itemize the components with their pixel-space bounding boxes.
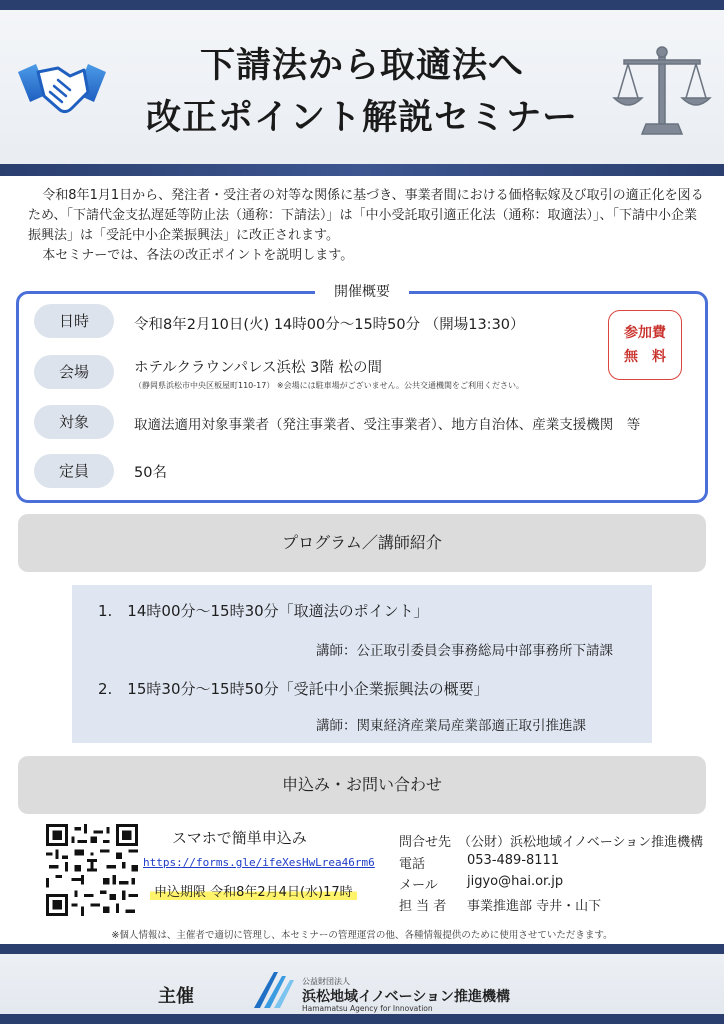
smartphone-apply-title: スマホで簡単申込み (172, 829, 307, 847)
privacy-notice: ※個人情報は、主催者で適切に管理し、本セミナーの管理運営の他、各種情報提供のために使用させていただきます。 (111, 930, 613, 941)
inquiry-label: 問合せ先 (399, 835, 452, 850)
organization-name-en: Hamamatsu Agency for Innovation (302, 1004, 433, 1013)
fee-label: 参加費 (624, 325, 666, 341)
contact-heading-bar (18, 756, 706, 814)
footer-bottom-stripe (0, 1014, 724, 1024)
date-label: 日時 (34, 304, 114, 338)
email-label: メール (399, 878, 438, 893)
intro-text (28, 186, 704, 266)
program-heading-bar (18, 514, 706, 572)
scale-icon (610, 40, 714, 140)
intro-paragraph-2: 本セミナーでは、各法の改正ポイントを説明します。 (42, 248, 354, 263)
program-item-2-speaker: 講師：関東経済産業局産業部適正取引推進課 (316, 718, 586, 734)
program-heading: プログラム／講師紹介 (282, 533, 442, 552)
phone-value[interactable]: 053-489-8111 (467, 853, 560, 868)
fee-badge (608, 310, 682, 380)
target-label: 対象 (34, 405, 114, 439)
qr-code-icon[interactable] (46, 824, 138, 916)
program-item-1-title: 1. 14時00分～15時30分「取適法のポイント」 (98, 602, 429, 620)
header-top-stripe (0, 0, 724, 10)
venue-note: （静岡県浜松市中央区板屋町110-17） ※会場には駐車場がございません。公共交通機関をご利用ください。 (134, 381, 525, 390)
inquiry-value: （公財）浜松地域イノベーション推進機構 (458, 835, 704, 850)
person-label: 担 当 者 (399, 899, 447, 914)
person-value: 事業推進部 寺井・山下 (467, 899, 602, 914)
venue-value: ホテルクラウンパレス浜松 3階 松の間 (134, 360, 382, 376)
contact-heading: 申込み・お問い合わせ (281, 775, 442, 794)
organizer-label: 主催 (158, 986, 194, 1007)
program-item-2-title: 2. 15時30分～15時50分「受託中小企業振興法の概要」 (98, 680, 489, 698)
email-value[interactable]: jigyo@hai.or.jp (467, 874, 564, 889)
apply-deadline: 申込期限 令和8年2月4日(水)17時 (150, 881, 357, 900)
program-item-1-speaker: 講師：公正取引委員会事務総局中部事務所下請課 (316, 643, 613, 659)
fee-value: 無 料 (624, 349, 666, 365)
target-value: 取適法適用対象事業者（発注事業者、受注事業者）、地方自治体、産業支援機関 等 (134, 417, 641, 433)
capacity-value: 50名 (134, 465, 167, 481)
organization-logo-icon (252, 968, 296, 1010)
apply-form-link[interactable]: https://forms.gle/ifeXesHwLrea46rm6 (143, 856, 375, 869)
venue-label: 会場 (34, 355, 114, 389)
handshake-icon (14, 50, 110, 128)
date-value: 令和8年2月10日(火) 14時00分～15時50分 （開場13:30） (134, 317, 525, 333)
page-title-line1: 下請法から取適法へ (199, 46, 524, 86)
capacity-label: 定員 (34, 454, 114, 488)
organization-name: 浜松地域イノベーション推進機構 (302, 989, 511, 1005)
page-title-line2: 改正ポイント解説セミナー (145, 98, 578, 138)
footer-top-stripe (0, 944, 724, 954)
organization-type: 公益財団法人 (302, 977, 350, 986)
header-bottom-stripe (0, 164, 724, 176)
phone-label: 電話 (399, 857, 426, 872)
overview-heading: 開催概要 (315, 281, 409, 301)
intro-paragraph-1: 令和8年1月1日から、発注者・受注者の対等な関係に基づき、事業者間における価格転嫁及び取引の適正化を図るため、「下請代金支払遅延等防止法（通称：下請法）」は「中小受託取引適正化法（通称：取適法）」、「下請中小企業振興法」は「受託中小企業振興法」に改正されます。 (28, 188, 704, 243)
